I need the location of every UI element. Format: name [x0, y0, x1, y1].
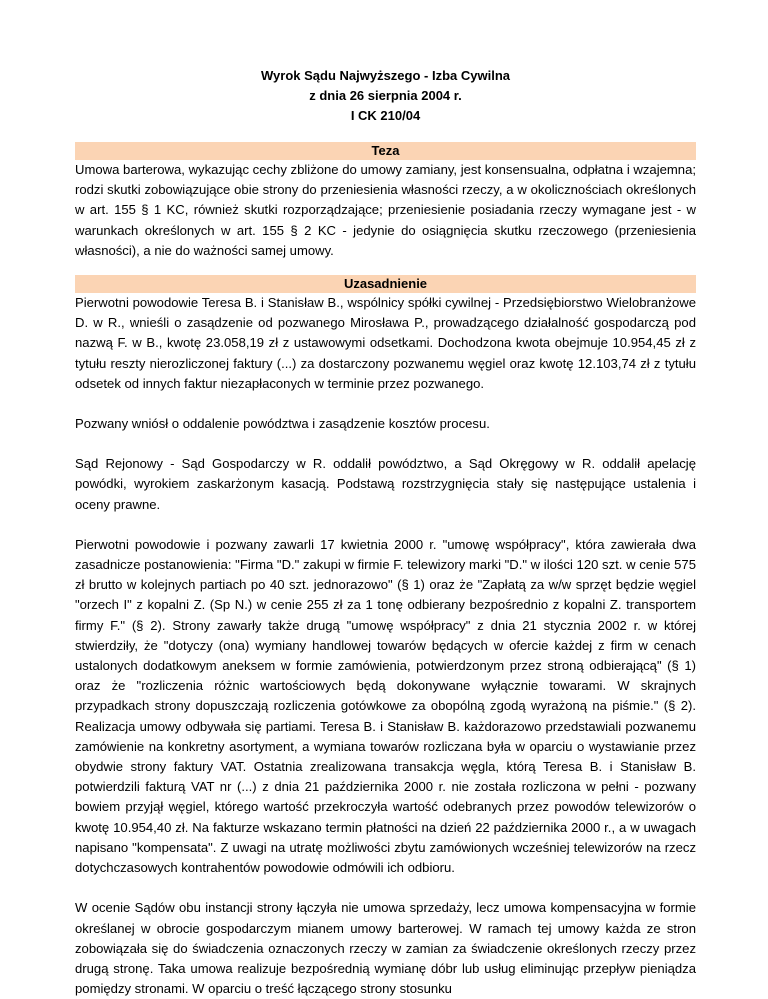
uzasadnienie-paragraph: Sąd Rejonowy - Sąd Gospodarczy w R. oddalił powództwo, a Sąd Okręgowy w R. oddalił apelację powódki, wyrokiem zaskarżonym kasacją. Podstawą rozstrzygnięcia stały się następujące ustalenia i oceny prawne. [75, 456, 696, 512]
document-page [75, 66, 696, 999]
uzasadnienie-paragraph: Pozwany wniósł o oddalenie powództwa i zasądzenie kosztów procesu. [75, 416, 490, 432]
uzasadnienie-heading: Uzasadnienie [75, 275, 696, 293]
case-number: I CK 210/04 [350, 108, 421, 123]
uzasadnienie-paragraph: Pierwotni powodowie Teresa B. i Stanisław B., wspólnicy spółki cywilnej - Przedsiębiorstwo Wielobranżowe D. w R., wnieśli o zasądzenie od pozwanego Mirosława P., prowadzącego działalność gospodarczą pod nazwą F. w B., kwotę 23.058,19 zł z ustawowymi odsetkami. Dochodzona kwota obejmuje 10.954,45 zł z tytułu reszty nierozliczonej faktury (...) za dostarczony pozwanemu węgiel oraz kwotę 12.103,74 zł z tytułu odsetek od innych faktur niezapłaconych w terminie przez pozwanego. [75, 295, 696, 391]
judgment-title [75, 66, 696, 126]
teza-text: Umowa barterowa, wykazując cechy zbliżone do umowy zamiany, jest konsensualna, odpłatna i wzajemna; rodzi skutki zobowiązujące obie strony do przeniesienia własności rzeczy, a w okolicznościach określonych w art. 155 § 1 KC, również skutki rozporządzające; przeniesienie posiadania rzeczy wymagane jest - w warunkach określonych w art. 155 § 2 KC - jedynie do osiągnięcia skutku rzeczowego (przeniesienia własności), a nie do ważności samej umowy. [75, 162, 696, 258]
uzasadnienie-paragraph: W ocenie Sądów obu instancji strony łączyła nie umowa sprzedaży, lecz umowa kompensacyjna w formie określanej w obrocie gospodarczym mianem umowy barterowej. W ramach tej umowy każda ze stron zobowiązała się do świadczenia oznaczonych rzeczy w zamian za świadczenie określonych rzeczy przez drugą stronę. Taka umowa realizuje bezpośrednią wymianę dóbr lub usług eliminując przepływ pieniądza pomiędzy stronami. W oparciu o treść łączącego strony stosunku [75, 900, 696, 997]
court-name: Wyrok Sądu Najwyższego - Izba Cywilna [261, 68, 510, 83]
judgment-date: z dnia 26 sierpnia 2004 r. [309, 88, 462, 103]
teza-heading: Teza [75, 142, 696, 160]
uzasadnienie-paragraph: Pierwotni powodowie i pozwany zawarli 17 kwietnia 2000 r. "umowę współpracy", która zawierała dwa zasadnicze postanowienia: "Firma "D." zakupi w firmie F. telewizory marki "D." w ilości 120 szt. w cenie 575 zł brutto w kolejnych partiach po 40 szt. jednorazowo" (§ 1) oraz że "Zapłatą za w/w sprzęt będzie węgiel "orzech I" z kopalni Z. (Sp N.) w cenie 255 zł za 1 tonę odbierany bezpośrednio z kopalni Z. transportem firmy F." (§ 2). Strony zawarły także drugą "umowę współpracy" z dnia 21 stycznia 2002 r. w której stwierdziły, że "dotyczy (ona) wymiany handlowej towarów będących w ofercie każdej z firm w cenach ustalonych dodatkowym aneksem w formie zamówienia, potwierdzonym przez stroną odbierającą" (§ 1) oraz że "rozliczenia różnic wartościowych będą dokonywane wyłącznie towarami. W skrajnych przypadkach strony dopuszczają rozliczenia gotówkowe za obopólną zgodą wyrażoną na piśmie." (§ 2). Realizacja umowy odbywała się partiami. Teresa B. i Stanisław B. każdorazowo przedstawiali pozwanemu zamówienie na konkretny asortyment, a wymiana towarów rozliczana była w oparciu o wystawianie przez obydwie strony faktury VAT. Ostatnia zrealizowana transakcja węgla, którą Teresa B. i Stanisław B. potwierdzili fakturą VAT nr (...) z dnia 21 października 2000 r. nie została rozliczona w pełni - pozwany bowiem przyjął węgiel, którego wartość przekroczyła wartość odebranych przez powodów telewizorów o kwotę 10.954,40 zł. Na fakturze wskazano termin płatności na dzień 22 października 2000 r., a w uwagach napisano "kompensata". Z uwagi na utratę możliwości zbytu zamówionych wcześniej telewizorów na rzecz dotychczasowych kontrahentów powodowie odmówili ich odbioru. [75, 536, 696, 876]
